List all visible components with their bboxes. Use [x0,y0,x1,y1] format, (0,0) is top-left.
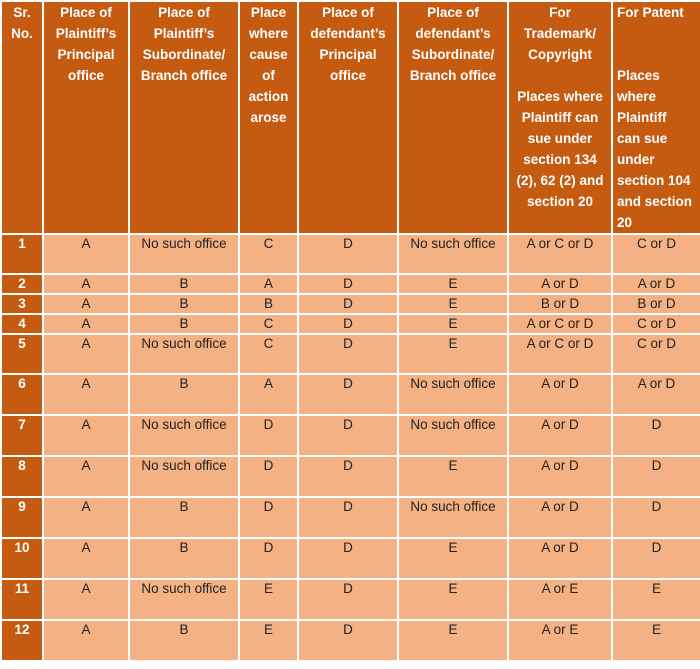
cell-cause-of-action: A [239,274,298,294]
cell-defendant-principal: D [298,374,398,415]
cell-defendant-branch: E [398,274,508,294]
cell-trademark-copyright: A or E [508,579,612,620]
header-line: defendant’s [310,26,386,41]
table-row [1,334,700,374]
cell-plaintiff-principal: A [43,334,129,374]
cell-plaintiff-principal: A [43,456,129,497]
cell-trademark-copyright: A or C or D [508,234,612,274]
table-row [1,456,700,497]
header-line: Branch office [409,68,497,83]
cell-defendant-branch: E [398,538,508,579]
header-line: 20 [617,215,633,230]
cell-defendant-branch: E [398,334,508,374]
header-line: For Patent [617,5,684,20]
cell-cause-of-action: B [239,294,298,314]
cell-defendant-principal: D [298,415,398,456]
cell-plaintiff-principal: A [43,579,129,620]
cell-cause-of-action: D [239,456,298,497]
header-line: Plaintiff [617,110,667,125]
cell-trademark-copyright: A or D [508,374,612,415]
cell-trademark-copyright: A or D [508,274,612,294]
cell-patent: C or D [612,234,700,274]
cell-defendant-principal: D [298,294,398,314]
table-row [1,497,700,538]
header-line: Plaintiff’s [55,26,117,41]
cell-cause-of-action: D [239,415,298,456]
table-row [1,274,700,294]
cell-trademark-copyright: A or C or D [508,314,612,334]
cell-defendant-principal: D [298,314,398,334]
cell-trademark-copyright: A or D [508,415,612,456]
table-row [1,579,700,620]
cell-trademark-copyright: A or D [508,456,612,497]
header-line: and section [617,194,693,209]
cell-patent: A or D [612,374,700,415]
header-line: section 20 [526,194,594,209]
header-line: arose [250,110,287,125]
cell-defendant-branch: No such office [398,234,508,274]
header-line: where [248,26,289,41]
cell-patent: C or D [612,314,700,334]
header-line: Subordinate/ [142,47,226,62]
cell-defendant-branch: No such office [398,497,508,538]
cell-trademark-copyright: A or D [508,497,612,538]
cell-defendant-branch: No such office [398,374,508,415]
header-line: No. [11,26,33,41]
cell-sr-no: 1 [1,234,43,274]
header-line: Place of [158,5,210,20]
header-line: Place [250,5,287,20]
cell-cause-of-action: E [239,579,298,620]
cell-patent: D [612,415,700,456]
cell-cause-of-action: D [239,497,298,538]
table-body [1,234,700,661]
cell-patent: D [612,538,700,579]
cell-defendant-principal: D [298,620,398,661]
header-line: office [67,68,104,83]
table-row [1,314,700,334]
header-trademark-copyright [508,1,612,234]
cell-plaintiff-principal: A [43,294,129,314]
header-plaintiff-principal-office [43,1,129,234]
cell-defendant-branch: E [398,620,508,661]
cell-plaintiff-branch: No such office [129,415,239,456]
cell-defendant-branch: E [398,579,508,620]
table-row [1,294,700,314]
header-defendant-branch-office [398,1,508,234]
cell-defendant-branch: E [398,294,508,314]
header-line [617,44,700,65]
header-line [509,65,611,86]
header-line: sue under [527,131,593,146]
cell-cause-of-action: C [239,334,298,374]
cell-plaintiff-branch: B [129,620,239,661]
cell-sr-no: 4 [1,314,43,334]
header-line: For [549,5,571,20]
table-row [1,234,700,274]
header-line: where [617,89,657,104]
cell-trademark-copyright: B or D [508,294,612,314]
cell-cause-of-action: C [239,314,298,334]
header-row [1,1,700,234]
cell-sr-no: 8 [1,456,43,497]
cell-plaintiff-branch: B [129,314,239,334]
cell-cause-of-action: C [239,234,298,274]
header-line: Place of [427,5,479,20]
header-line: under [617,152,655,167]
header-line: Subordinate/ [411,47,495,62]
header-line: Places where [517,89,603,104]
header-line: Place of [60,5,112,20]
header-line: action [248,89,289,104]
cell-defendant-principal: D [298,456,398,497]
header-plaintiff-branch-office [129,1,239,234]
cell-defendant-principal: D [298,274,398,294]
cell-plaintiff-branch: B [129,538,239,579]
cell-sr-no: 9 [1,497,43,538]
cell-plaintiff-branch: B [129,497,239,538]
cell-defendant-branch: E [398,456,508,497]
header-sr-no [1,1,43,234]
header-line: Principal [319,47,377,62]
cell-plaintiff-principal: A [43,538,129,579]
header-line: (2), 62 (2) and [516,173,604,188]
cell-trademark-copyright: A or C or D [508,334,612,374]
cell-plaintiff-branch: No such office [129,234,239,274]
cell-trademark-copyright: A or E [508,620,612,661]
cell-patent: A or D [612,274,700,294]
table-row [1,538,700,579]
table-row [1,374,700,415]
cell-patent: B or D [612,294,700,314]
header-cause-of-action [239,1,298,234]
cell-plaintiff-principal: A [43,415,129,456]
header-line: section 104 [617,173,691,188]
cell-defendant-principal: D [298,497,398,538]
header-line: section 134 [523,152,597,167]
cell-plaintiff-branch: B [129,374,239,415]
cell-cause-of-action: D [239,538,298,579]
cell-patent: C or D [612,334,700,374]
cell-plaintiff-principal: A [43,234,129,274]
header-line: cause [249,47,288,62]
table-header [1,1,700,234]
cell-defendant-principal: D [298,579,398,620]
cell-cause-of-action: A [239,374,298,415]
header-line: can sue [617,131,668,146]
header-line: Trademark/ [523,26,597,41]
header-line: of [262,68,275,83]
header-line [617,23,700,44]
cell-patent: D [612,456,700,497]
cell-sr-no: 3 [1,294,43,314]
header-line: Copyright [528,47,592,62]
cell-plaintiff-principal: A [43,374,129,415]
cell-sr-no: 5 [1,334,43,374]
cell-sr-no: 2 [1,274,43,294]
header-line: office [329,68,366,83]
cell-defendant-branch: E [398,314,508,334]
cell-plaintiff-branch: B [129,294,239,314]
header-line: Place of [322,5,374,20]
cell-plaintiff-principal: A [43,620,129,661]
header-line: Sr. [13,5,31,20]
header-patent [612,1,700,234]
cell-defendant-principal: D [298,334,398,374]
header-line: Branch office [140,68,228,83]
cell-trademark-copyright: A or D [508,538,612,579]
header-line: Plaintiff can [521,110,599,125]
cell-plaintiff-principal: A [43,314,129,334]
cell-plaintiff-principal: A [43,274,129,294]
header-line: defendant’s [415,26,491,41]
header-line: Principal [57,47,115,62]
cell-sr-no: 7 [1,415,43,456]
cell-plaintiff-branch: B [129,274,239,294]
table-row [1,415,700,456]
cell-sr-no: 6 [1,374,43,415]
cell-sr-no: 12 [1,620,43,661]
header-line: Plaintiff’s [153,26,215,41]
cell-patent: E [612,620,700,661]
cell-sr-no: 11 [1,579,43,620]
cell-plaintiff-branch: No such office [129,579,239,620]
cell-defendant-branch: No such office [398,415,508,456]
cell-plaintiff-principal: A [43,497,129,538]
cell-defendant-principal: D [298,538,398,579]
table-row [1,620,700,661]
cell-sr-no: 10 [1,538,43,579]
header-line: Places [617,68,660,83]
cell-cause-of-action: E [239,620,298,661]
cell-defendant-principal: D [298,234,398,274]
cell-patent: D [612,497,700,538]
cell-plaintiff-branch: No such office [129,456,239,497]
header-defendant-principal-office [298,1,398,234]
cell-plaintiff-branch: No such office [129,334,239,374]
cell-patent: E [612,579,700,620]
